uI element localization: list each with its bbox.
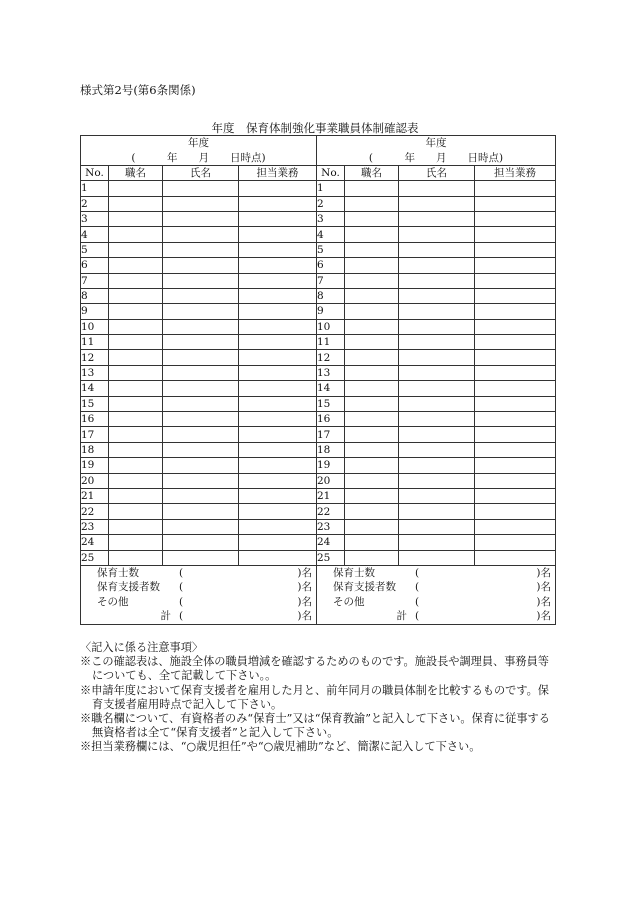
name-cell[interactable] bbox=[399, 242, 475, 257]
table-row bbox=[81, 396, 556, 411]
title-cell[interactable] bbox=[109, 211, 163, 226]
summary-open-paren: ( bbox=[415, 581, 420, 594]
row-number: 15 bbox=[81, 396, 109, 411]
row-number: 3 bbox=[81, 211, 109, 226]
column-title: 職名 bbox=[345, 165, 399, 180]
note-1: ※この確認表は、施設全体の職員増減を確認するためのものです。施設長や調理員、事務員等についても、全て記載して下さい。。 bbox=[80, 655, 549, 683]
row-number: 3 bbox=[317, 211, 345, 226]
row-number: 19 bbox=[81, 458, 109, 473]
row-number: 21 bbox=[317, 488, 345, 503]
table-row bbox=[81, 381, 556, 396]
summary-line bbox=[317, 609, 555, 623]
name-cell[interactable] bbox=[163, 412, 239, 427]
summary-line bbox=[81, 566, 316, 580]
duty-cell[interactable] bbox=[475, 473, 556, 488]
duty-cell[interactable] bbox=[239, 458, 317, 473]
row-number: 23 bbox=[317, 519, 345, 534]
row-number: 13 bbox=[81, 365, 109, 380]
summary-line bbox=[317, 595, 555, 609]
row-number: 25 bbox=[317, 550, 345, 565]
left-summary bbox=[81, 565, 317, 624]
title-cell[interactable] bbox=[109, 381, 163, 396]
summary-open-paren: ( bbox=[179, 566, 184, 579]
row-number: 2 bbox=[81, 196, 109, 211]
name-cell[interactable] bbox=[163, 242, 239, 257]
title-cell[interactable] bbox=[345, 504, 399, 519]
row-number: 9 bbox=[317, 304, 345, 319]
duty-cell[interactable] bbox=[475, 412, 556, 427]
duty-cell[interactable] bbox=[239, 350, 317, 365]
row-number: 5 bbox=[81, 242, 109, 257]
summary-open-paren: ( bbox=[415, 595, 420, 608]
name-cell[interactable] bbox=[399, 458, 475, 473]
duty-cell[interactable] bbox=[475, 211, 556, 226]
title-cell[interactable] bbox=[345, 488, 399, 503]
note-4: ※担当業務欄には、“○歳児担任”や“○歳児補助”など、簡潔に記入して下さい。 bbox=[80, 740, 481, 754]
summary-unit: )名 bbox=[297, 566, 312, 579]
name-cell[interactable] bbox=[399, 396, 475, 411]
title-cell[interactable] bbox=[109, 365, 163, 380]
title-cell[interactable] bbox=[109, 242, 163, 257]
duty-cell[interactable] bbox=[475, 365, 556, 380]
name-cell[interactable] bbox=[399, 288, 475, 303]
column-name: 氏名 bbox=[163, 165, 239, 180]
table-row bbox=[81, 196, 556, 211]
summary-unit: )名 bbox=[536, 595, 551, 608]
row-number: 17 bbox=[317, 427, 345, 442]
title-cell[interactable] bbox=[109, 335, 163, 350]
summary-open-paren: ( bbox=[415, 610, 420, 623]
title-cell[interactable] bbox=[345, 519, 399, 534]
row-number: 7 bbox=[81, 273, 109, 288]
summary-open-paren: ( bbox=[415, 566, 420, 579]
row-number: 4 bbox=[317, 227, 345, 242]
duty-cell[interactable] bbox=[475, 304, 556, 319]
name-cell[interactable] bbox=[163, 227, 239, 242]
title-cell[interactable] bbox=[109, 412, 163, 427]
name-cell[interactable] bbox=[163, 396, 239, 411]
duty-cell[interactable] bbox=[239, 319, 317, 334]
row-number: 20 bbox=[317, 473, 345, 488]
row-number: 24 bbox=[81, 535, 109, 550]
table-row bbox=[81, 350, 556, 365]
name-cell[interactable] bbox=[163, 473, 239, 488]
note-3: ※職名欄について、有資格者のみ“保育士”又は“保育教諭”と記入して下さい。保育に従事する無資格者は全て“保育支援者”と記入して下さい。 bbox=[80, 712, 550, 740]
column-title: 職名 bbox=[109, 165, 163, 180]
duty-cell[interactable] bbox=[475, 319, 556, 334]
row-number: 18 bbox=[317, 442, 345, 457]
summary-unit: )名 bbox=[297, 610, 312, 623]
duty-cell[interactable] bbox=[239, 288, 317, 303]
row-number: 16 bbox=[81, 412, 109, 427]
row-number: 4 bbox=[81, 227, 109, 242]
duty-cell[interactable] bbox=[239, 473, 317, 488]
name-cell[interactable] bbox=[399, 519, 475, 534]
row-number: 6 bbox=[317, 258, 345, 273]
table-row bbox=[81, 535, 556, 550]
name-cell[interactable] bbox=[163, 258, 239, 273]
row-number: 8 bbox=[81, 288, 109, 303]
column-name: 氏名 bbox=[399, 165, 475, 180]
title-cell[interactable] bbox=[109, 258, 163, 273]
duty-cell[interactable] bbox=[239, 535, 317, 550]
table-row bbox=[81, 288, 556, 303]
duty-cell[interactable] bbox=[239, 442, 317, 457]
title-cell[interactable] bbox=[109, 427, 163, 442]
duty-cell[interactable] bbox=[475, 181, 556, 196]
title-cell[interactable] bbox=[345, 242, 399, 257]
summary-line bbox=[317, 566, 555, 580]
duty-cell[interactable] bbox=[239, 335, 317, 350]
title-cell[interactable] bbox=[345, 196, 399, 211]
row-number: 10 bbox=[317, 319, 345, 334]
table-row bbox=[81, 488, 556, 503]
name-cell[interactable] bbox=[399, 181, 475, 196]
row-number: 14 bbox=[317, 381, 345, 396]
row-number: 15 bbox=[317, 396, 345, 411]
title-cell[interactable] bbox=[345, 319, 399, 334]
title-cell[interactable] bbox=[345, 458, 399, 473]
title-cell[interactable] bbox=[109, 550, 163, 565]
row-number: 22 bbox=[317, 504, 345, 519]
duty-cell[interactable] bbox=[475, 535, 556, 550]
title-cell[interactable] bbox=[109, 181, 163, 196]
row-number: 23 bbox=[81, 519, 109, 534]
summary-label: 保育士数 bbox=[333, 566, 375, 579]
row-number: 24 bbox=[317, 535, 345, 550]
table-row bbox=[81, 304, 556, 319]
title-cell[interactable] bbox=[345, 365, 399, 380]
title-cell[interactable] bbox=[345, 273, 399, 288]
row-number: 12 bbox=[81, 350, 109, 365]
duty-cell[interactable] bbox=[239, 196, 317, 211]
duty-cell[interactable] bbox=[475, 258, 556, 273]
duty-cell[interactable] bbox=[239, 242, 317, 257]
row-number: 10 bbox=[81, 319, 109, 334]
duty-cell[interactable] bbox=[475, 288, 556, 303]
summary-label: その他 bbox=[333, 595, 365, 608]
summary-line bbox=[317, 580, 555, 594]
summary-open-paren: ( bbox=[179, 610, 184, 623]
summary-line bbox=[81, 595, 316, 609]
name-cell[interactable] bbox=[163, 211, 239, 226]
title-cell[interactable] bbox=[345, 211, 399, 226]
row-number: 6 bbox=[81, 258, 109, 273]
summary-unit: )名 bbox=[536, 610, 551, 623]
row-number: 16 bbox=[317, 412, 345, 427]
name-cell[interactable] bbox=[163, 488, 239, 503]
summary-line bbox=[81, 609, 316, 623]
name-cell[interactable] bbox=[399, 350, 475, 365]
title-cell[interactable] bbox=[345, 535, 399, 550]
name-cell[interactable] bbox=[399, 427, 475, 442]
duty-cell[interactable] bbox=[475, 396, 556, 411]
summary-unit: )名 bbox=[297, 595, 312, 608]
row-number: 18 bbox=[81, 442, 109, 457]
table-row bbox=[81, 365, 556, 380]
row-number: 11 bbox=[317, 335, 345, 350]
name-cell[interactable] bbox=[163, 504, 239, 519]
name-cell[interactable] bbox=[399, 381, 475, 396]
name-cell[interactable] bbox=[163, 442, 239, 457]
name-cell[interactable] bbox=[399, 196, 475, 211]
title-cell[interactable] bbox=[345, 288, 399, 303]
form-title: 年度 保育体制強化事業職員体制確認表 bbox=[211, 121, 419, 135]
summary-label: 計 bbox=[160, 610, 171, 623]
title-cell[interactable] bbox=[345, 473, 399, 488]
table-row bbox=[81, 412, 556, 427]
name-cell[interactable] bbox=[399, 535, 475, 550]
duty-cell[interactable] bbox=[239, 258, 317, 273]
row-number: 21 bbox=[81, 488, 109, 503]
title-cell[interactable] bbox=[109, 519, 163, 534]
duty-cell[interactable] bbox=[475, 273, 556, 288]
title-cell[interactable] bbox=[345, 227, 399, 242]
duty-cell[interactable] bbox=[475, 442, 556, 457]
duty-cell[interactable] bbox=[239, 181, 317, 196]
form-number-label: 様式第2号(第6条関係) bbox=[80, 83, 196, 97]
name-cell[interactable] bbox=[163, 196, 239, 211]
duty-cell[interactable] bbox=[239, 550, 317, 565]
right-summary bbox=[317, 565, 556, 624]
title-cell[interactable] bbox=[109, 396, 163, 411]
title-cell[interactable] bbox=[109, 458, 163, 473]
name-cell[interactable] bbox=[399, 365, 475, 380]
row-number: 7 bbox=[317, 273, 345, 288]
table-row bbox=[81, 442, 556, 457]
row-number: 17 bbox=[81, 427, 109, 442]
name-cell[interactable] bbox=[163, 458, 239, 473]
row-number: 19 bbox=[317, 458, 345, 473]
row-number: 2 bbox=[317, 196, 345, 211]
table-row bbox=[81, 427, 556, 442]
title-cell[interactable] bbox=[345, 350, 399, 365]
title-cell[interactable] bbox=[109, 196, 163, 211]
row-number: 12 bbox=[317, 350, 345, 365]
name-cell[interactable] bbox=[399, 442, 475, 457]
summary-open-paren: ( bbox=[179, 581, 184, 594]
title-cell[interactable] bbox=[109, 319, 163, 334]
name-cell[interactable] bbox=[163, 535, 239, 550]
row-number: 22 bbox=[81, 504, 109, 519]
title-cell[interactable] bbox=[109, 350, 163, 365]
name-cell[interactable] bbox=[399, 488, 475, 503]
left-year-label: 年度 bbox=[81, 136, 317, 151]
duty-cell[interactable] bbox=[475, 335, 556, 350]
duty-cell[interactable] bbox=[475, 458, 556, 473]
notes-heading: 〈記入に係る注意事項〉 bbox=[80, 641, 204, 654]
duty-cell[interactable] bbox=[239, 273, 317, 288]
table-row bbox=[81, 473, 556, 488]
name-cell[interactable] bbox=[163, 427, 239, 442]
table-row bbox=[81, 242, 556, 257]
duty-cell[interactable] bbox=[239, 381, 317, 396]
name-cell[interactable] bbox=[163, 304, 239, 319]
duty-cell[interactable] bbox=[239, 396, 317, 411]
duty-cell[interactable] bbox=[475, 427, 556, 442]
table-row bbox=[81, 504, 556, 519]
summary-row bbox=[81, 565, 556, 624]
name-cell[interactable] bbox=[163, 273, 239, 288]
title-cell[interactable] bbox=[345, 304, 399, 319]
staff-table bbox=[80, 135, 556, 625]
right-year-label: 年度 bbox=[317, 136, 556, 151]
table-row bbox=[81, 258, 556, 273]
name-cell[interactable] bbox=[399, 273, 475, 288]
summary-line bbox=[81, 580, 316, 594]
summary-label: 計 bbox=[396, 610, 407, 623]
row-number: 20 bbox=[81, 473, 109, 488]
name-cell[interactable] bbox=[163, 365, 239, 380]
summary-unit: )名 bbox=[536, 566, 551, 579]
title-cell[interactable] bbox=[109, 488, 163, 503]
title-cell[interactable] bbox=[345, 550, 399, 565]
table-row bbox=[81, 458, 556, 473]
title-cell[interactable] bbox=[345, 335, 399, 350]
duty-cell[interactable] bbox=[475, 504, 556, 519]
name-cell[interactable] bbox=[399, 504, 475, 519]
duty-cell[interactable] bbox=[239, 211, 317, 226]
name-cell[interactable] bbox=[163, 550, 239, 565]
name-cell[interactable] bbox=[399, 227, 475, 242]
title-cell[interactable] bbox=[345, 381, 399, 396]
title-cell[interactable] bbox=[345, 442, 399, 457]
right-date-label: ( 年 月 日時点) bbox=[317, 150, 556, 165]
name-cell[interactable] bbox=[399, 319, 475, 334]
duty-cell[interactable] bbox=[475, 242, 556, 257]
name-cell[interactable] bbox=[399, 304, 475, 319]
name-cell[interactable] bbox=[163, 288, 239, 303]
title-cell[interactable] bbox=[109, 288, 163, 303]
column-no: No. bbox=[81, 165, 109, 180]
duty-cell[interactable] bbox=[475, 488, 556, 503]
row-number: 11 bbox=[81, 335, 109, 350]
summary-unit: )名 bbox=[536, 581, 551, 594]
title-cell[interactable] bbox=[345, 181, 399, 196]
title-cell[interactable] bbox=[109, 442, 163, 457]
table-row bbox=[81, 550, 556, 565]
row-number: 1 bbox=[317, 181, 345, 196]
name-cell[interactable] bbox=[163, 319, 239, 334]
name-cell[interactable] bbox=[163, 335, 239, 350]
title-cell[interactable] bbox=[109, 304, 163, 319]
duty-cell[interactable] bbox=[239, 427, 317, 442]
column-no: No. bbox=[317, 165, 345, 180]
title-cell[interactable] bbox=[345, 412, 399, 427]
duty-cell[interactable] bbox=[475, 350, 556, 365]
title-cell[interactable] bbox=[345, 396, 399, 411]
duty-cell[interactable] bbox=[239, 365, 317, 380]
column-duty: 担当業務 bbox=[475, 165, 556, 180]
table-row bbox=[81, 227, 556, 242]
row-number: 8 bbox=[317, 288, 345, 303]
title-cell[interactable] bbox=[109, 227, 163, 242]
name-cell[interactable] bbox=[399, 412, 475, 427]
title-cell[interactable] bbox=[109, 473, 163, 488]
duty-cell[interactable] bbox=[239, 304, 317, 319]
duty-cell[interactable] bbox=[239, 412, 317, 427]
summary-open-paren: ( bbox=[179, 595, 184, 608]
summary-label: その他 bbox=[97, 595, 129, 608]
table-row bbox=[81, 181, 556, 196]
row-number: 5 bbox=[317, 242, 345, 257]
row-number: 1 bbox=[81, 181, 109, 196]
summary-label: 保育支援者数 bbox=[333, 581, 396, 594]
name-cell[interactable] bbox=[399, 211, 475, 226]
table-row bbox=[81, 273, 556, 288]
row-number: 9 bbox=[81, 304, 109, 319]
title-cell[interactable] bbox=[109, 273, 163, 288]
name-cell[interactable] bbox=[399, 335, 475, 350]
table-row bbox=[81, 519, 556, 534]
row-number: 14 bbox=[81, 381, 109, 396]
title-cell[interactable] bbox=[345, 258, 399, 273]
duty-cell[interactable] bbox=[475, 550, 556, 565]
summary-unit: )名 bbox=[297, 581, 312, 594]
table-row bbox=[81, 319, 556, 334]
row-number: 13 bbox=[317, 365, 345, 380]
duty-cell[interactable] bbox=[475, 196, 556, 211]
name-cell[interactable] bbox=[399, 258, 475, 273]
name-cell[interactable] bbox=[163, 381, 239, 396]
title-cell[interactable] bbox=[109, 535, 163, 550]
duty-cell[interactable] bbox=[239, 488, 317, 503]
column-duty: 担当業務 bbox=[239, 165, 317, 180]
summary-label: 保育士数 bbox=[97, 566, 139, 579]
name-cell[interactable] bbox=[163, 350, 239, 365]
name-cell[interactable] bbox=[163, 519, 239, 534]
duty-cell[interactable] bbox=[475, 519, 556, 534]
left-date-label: ( 年 月 日時点) bbox=[81, 150, 317, 165]
table-row bbox=[81, 211, 556, 226]
note-2: ※申請年度において保育支援者を雇用した月と、前年同月の職員体制を比較するものです。保育支援者雇用時点で記入して下さい。 bbox=[80, 683, 549, 711]
duty-cell[interactable] bbox=[239, 504, 317, 519]
title-cell[interactable] bbox=[345, 427, 399, 442]
duty-cell[interactable] bbox=[239, 227, 317, 242]
table-row bbox=[81, 335, 556, 350]
notes-section bbox=[80, 641, 560, 755]
column-header-row bbox=[81, 165, 556, 180]
summary-label: 保育支援者数 bbox=[97, 581, 160, 594]
row-number: 25 bbox=[81, 550, 109, 565]
duty-cell[interactable] bbox=[475, 227, 556, 242]
title-cell[interactable] bbox=[109, 504, 163, 519]
name-cell[interactable] bbox=[163, 181, 239, 196]
name-cell[interactable] bbox=[399, 473, 475, 488]
name-cell[interactable] bbox=[399, 550, 475, 565]
duty-cell[interactable] bbox=[239, 519, 317, 534]
duty-cell[interactable] bbox=[475, 381, 556, 396]
